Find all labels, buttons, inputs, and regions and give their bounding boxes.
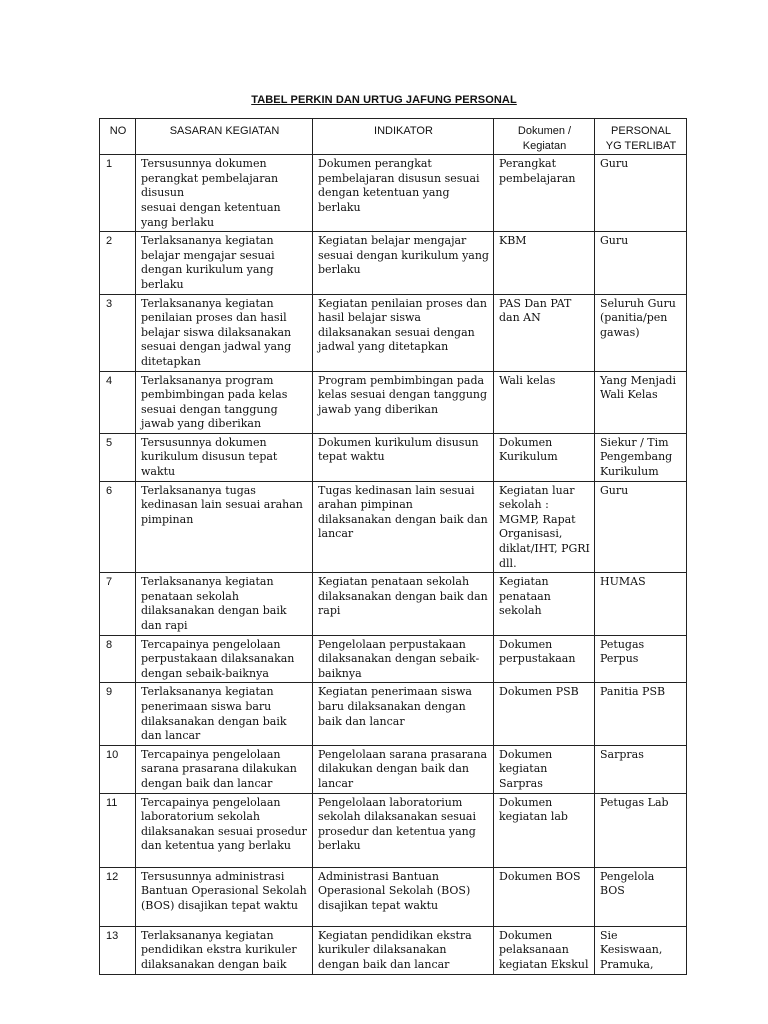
cell-personal: Guru — [595, 155, 687, 232]
cell-dokumen: PAS Dan PAT dan AN — [494, 294, 595, 371]
cell-sasaran: Tersusunnya administrasi Bantuan Operasional Sekolah (BOS) disajikan tepat waktu — [136, 867, 313, 926]
cell-sasaran: Terlaksananya kegiatan belajar mengajar sesuai dengan kurikulum yang berlaku — [136, 232, 313, 294]
table-row — [100, 294, 687, 371]
table-row — [100, 745, 687, 793]
cell-sasaran: Tersusunnya dokumen kurikulum disusun tepat waktu — [136, 433, 313, 481]
cell-sasaran: Tersusunnya dokumen perangkat pembelajaran disusun sesuai dengan ketentuan yang berlaku — [136, 155, 313, 232]
cell-indikator: Dokumen kurikulum disusun tepat waktu — [313, 433, 494, 481]
cell-personal: Seluruh Guru (panitia/pen gawas) — [595, 294, 687, 371]
cell-sasaran: Terlaksananya kegiatan pendidikan ekstra kurikuler dilaksanakan dengan baik — [136, 926, 313, 974]
cell-personal: Panitia PSB — [595, 683, 687, 745]
cell-indikator: Kegiatan penerimaan siswa baru dilaksanakan dengan baik dan lancar — [313, 683, 494, 745]
table-row — [100, 232, 687, 294]
cell-indikator: Kegiatan penataan sekolah dilaksanakan dengan baik dan rapi — [313, 573, 494, 635]
cell-sasaran: Terlaksananya kegiatan penataan sekolah dilaksanakan dengan baik dan rapi — [136, 573, 313, 635]
cell-dokumen: Dokumen kegiatan lab — [494, 793, 595, 867]
table-row — [100, 793, 687, 867]
cell-indikator: Kegiatan pendidikan ekstra kurikuler dilaksanakan dengan baik dan lancar — [313, 926, 494, 974]
table-row — [100, 683, 687, 745]
cell-no: 3 — [100, 294, 136, 371]
table-row — [100, 481, 687, 573]
document-title: TABEL PERKIN DAN URTUG JAFUNG PERSONAL — [251, 94, 517, 106]
cell-dokumen: Dokumen perpustakaan — [494, 635, 595, 683]
cell-personal: Petugas Perpus — [595, 635, 687, 683]
cell-dokumen: Dokumen kegiatan Sarpras — [494, 745, 595, 793]
table-row — [100, 867, 687, 926]
cell-dokumen: Dokumen Kurikulum — [494, 433, 595, 481]
cell-no: 7 — [100, 573, 136, 635]
cell-no: 2 — [100, 232, 136, 294]
cell-no: 13 — [100, 926, 136, 974]
cell-dokumen: Kegiatan luar sekolah : MGMP, Rapat Organisasi, diklat/IHT, PGRI dll. — [494, 481, 595, 573]
cell-dokumen: Kegiatan penataan sekolah — [494, 573, 595, 635]
perkin-table — [99, 118, 687, 975]
cell-indikator: Kegiatan penilaian proses dan hasil belajar siswa dilaksanakan sesuai dengan jadwal yang ditetapkan — [313, 294, 494, 371]
cell-no: 6 — [100, 481, 136, 573]
cell-personal: Guru — [595, 481, 687, 573]
cell-dokumen: Dokumen PSB — [494, 683, 595, 745]
cell-personal: Guru — [595, 232, 687, 294]
cell-sasaran: Tercapainya pengelolaan sarana prasarana dilakukan dengan baik dan lancar — [136, 745, 313, 793]
cell-indikator: Tugas kedinasan lain sesuai arahan pimpinan dilaksanakan dengan baik dan lancar — [313, 481, 494, 573]
cell-sasaran: Tercapainya pengelolaan laboratorium sekolah dilaksanakan sesuai prosedur dan ketentua yang berlaku — [136, 793, 313, 867]
cell-sasaran: Terlaksananya kegiatan penilaian proses dan hasil belajar siswa dilaksanakan sesuai dengan jadwal yang ditetapkan — [136, 294, 313, 371]
cell-dokumen: KBM — [494, 232, 595, 294]
cell-no: 5 — [100, 433, 136, 481]
table-row — [100, 573, 687, 635]
cell-no: 11 — [100, 793, 136, 867]
cell-indikator: Pengelolaan perpustakaan dilaksanakan dengan sebaik-baiknya — [313, 635, 494, 683]
header-sasaran: SASARAN KEGIATAN — [136, 119, 313, 155]
cell-no: 8 — [100, 635, 136, 683]
cell-dokumen: Perangkat pembelajaran — [494, 155, 595, 232]
cell-indikator: Administrasi Bantuan Operasional Sekolah (BOS) disajikan tepat waktu — [313, 867, 494, 926]
table-row — [100, 926, 687, 974]
cell-personal: Siekur / Tim Pengembang Kurikulum — [595, 433, 687, 481]
cell-no: 1 — [100, 155, 136, 232]
table-row — [100, 433, 687, 481]
cell-personal: HUMAS — [595, 573, 687, 635]
table-row — [100, 635, 687, 683]
table-row — [100, 371, 687, 433]
cell-no: 4 — [100, 371, 136, 433]
cell-personal: Pengelola BOS — [595, 867, 687, 926]
cell-no: 9 — [100, 683, 136, 745]
cell-personal: Petugas Lab — [595, 793, 687, 867]
cell-personal: Sarpras — [595, 745, 687, 793]
cell-sasaran: Terlaksananya tugas kedinasan lain sesuai arahan pimpinan — [136, 481, 313, 573]
cell-personal: Yang Menjadi Wali Kelas — [595, 371, 687, 433]
cell-personal: Sie Kesiswaan, Pramuka, — [595, 926, 687, 974]
cell-no: 10 — [100, 745, 136, 793]
header-personal: PERSONAL YG TERLIBAT — [595, 119, 687, 155]
cell-indikator: Pengelolaan sarana prasarana dilakukan dengan baik dan lancar — [313, 745, 494, 793]
table-row — [100, 155, 687, 232]
cell-indikator: Pengelolaan laboratorium sekolah dilaksanakan sesuai prosedur dan ketentua yang berlaku — [313, 793, 494, 867]
cell-indikator: Kegiatan belajar mengajar sesuai dengan kurikulum yang berlaku — [313, 232, 494, 294]
header-indikator: INDIKATOR — [313, 119, 494, 155]
cell-sasaran: Terlaksananya kegiatan penerimaan siswa baru dilaksanakan dengan baik dan lancar — [136, 683, 313, 745]
cell-dokumen: Dokumen pelaksanaan kegiatan Ekskul — [494, 926, 595, 974]
cell-dokumen: Dokumen BOS — [494, 867, 595, 926]
header-no: NO — [100, 119, 136, 155]
cell-sasaran: Tercapainya pengelolaan perpustakaan dilaksanakan dengan sebaik-baiknya — [136, 635, 313, 683]
cell-indikator: Program pembimbingan pada kelas sesuai dengan tanggung jawab yang diberikan — [313, 371, 494, 433]
cell-indikator: Dokumen perangkat pembelajaran disusun sesuai dengan ketentuan yang berlaku — [313, 155, 494, 232]
cell-no: 12 — [100, 867, 136, 926]
table-header-row — [100, 119, 687, 155]
cell-sasaran: Terlaksananya program pembimbingan pada kelas sesuai dengan tanggung jawab yang diberikan — [136, 371, 313, 433]
header-dokumen: Dokumen / Kegiatan — [494, 119, 595, 155]
cell-dokumen: Wali kelas — [494, 371, 595, 433]
table-body — [100, 155, 687, 974]
